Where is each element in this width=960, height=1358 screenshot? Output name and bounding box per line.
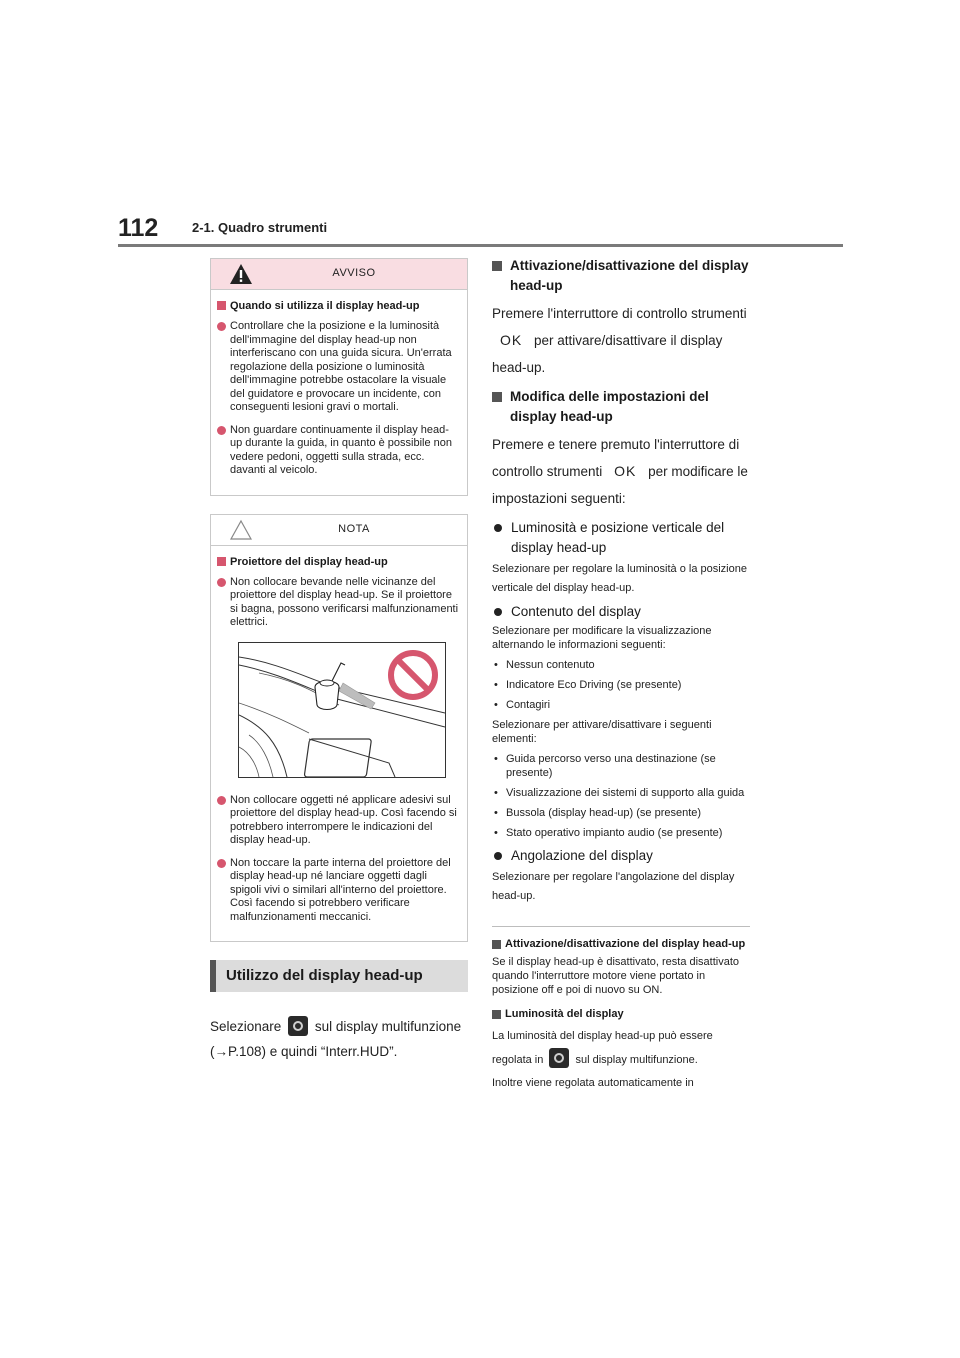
projector-illustration: [238, 642, 446, 778]
settings-text-end: per modificare le impostazioni seguenti:: [492, 464, 748, 506]
usage-banner: [210, 960, 468, 992]
toggle-text: [492, 300, 750, 381]
settings-text-start: Premere e tenere premuto l'interruttore di controllo strumenti: [492, 437, 740, 479]
warning-heading: Quando si utilizza il display head-up: [217, 299, 459, 313]
usage-text-start: Selezionare: [210, 1019, 282, 1034]
setting-description: Selezionare per attivare/disattivare i seguenti elementi:: [492, 719, 712, 745]
warning-label: AVVISO: [332, 267, 376, 279]
ok-button-symbol: OK: [500, 332, 523, 348]
setting-item-brightness: Luminosità e posizione verticale del display head-up: [492, 518, 750, 558]
settings-icon: [288, 1016, 308, 1036]
setting-description: Selezionare per modificare la visualizzazione alternando le informazioni seguenti:: [492, 625, 712, 651]
settings-icon: [549, 1048, 569, 1068]
list-item: • Guida percorso verso una destinazione (se presente): [492, 752, 750, 780]
toggle-heading: Attivazione/disattivazione del display head-up: [492, 256, 750, 296]
right-column: [492, 256, 750, 1095]
note-bullet: Non collocare bevande nelle vicinanze del proiettore del display head-up. Se il proiettore si bagna, possono verificarsi malfunzionamenti elettrici.: [217, 576, 459, 630]
setting-item-content: Contenuto del display: [492, 602, 750, 622]
usage-banner-title: Utilizzo del display head-up: [226, 967, 423, 984]
setting-description: Selezionare per regolare l'angolazione del display head-up.: [492, 871, 735, 902]
note-bullet: Non collocare oggetti né applicare adesivi sul proiettore del display head-up. Così facendo si potrebbero interrompere le indicazioni del display head-up.: [217, 794, 459, 848]
note-heading: Proiettore del display head-up: [217, 555, 459, 569]
usage-text: [210, 1014, 470, 1064]
list-item: • Stato operativo impianto audio (se presente): [492, 826, 750, 840]
list-item: • Indicatore Eco Driving (se presente): [492, 678, 750, 692]
note-text-start: La luminosità del display head-up può essere: [492, 1030, 713, 1042]
note-bullet: Non toccare la parte interna del proiettore del display head-up né lanciare oggetti dagli spigoli vivi o similari all'interno del proiettore. Così facendo si potrebbero verificare malfunzionamenti meccanici.: [217, 857, 459, 925]
note-box-header: [211, 515, 467, 546]
note-text-end: Inoltre viene regolata automaticamente in: [492, 1077, 694, 1089]
note-heading-brightness: Luminosità del display: [492, 1007, 750, 1021]
warning-bullet: Non guardare continuamente il display head-up durante la guida, in quanto è possibile non vedere pedoni, oggetti sulla strada, ecc. davanti al veicolo.: [217, 424, 459, 478]
section-title: 2-1. Quadro strumenti: [192, 220, 328, 235]
page-number: 112: [118, 214, 159, 242]
note-text: [492, 1025, 750, 1095]
warning-box-header: [211, 259, 467, 290]
divider: [492, 926, 750, 927]
setting-item-angle: Angolazione del display: [492, 846, 750, 866]
note-text: Se il display head-up è disattivato, resta disattivato quando l'interruttore motore viene portato in posizione off e poi di nuovo su ON.: [492, 956, 740, 996]
left-column: [210, 258, 470, 1064]
list-item: • Bussola (display head-up) (se presente): [492, 806, 750, 820]
settings-heading: Modifica delle impostazioni del display head-up: [492, 387, 750, 427]
settings-text: [492, 431, 750, 512]
usage-text-end: sul display multifunzione (→P.108) e quindi “Interr.HUD”.: [210, 1019, 462, 1059]
warning-bullet: Controllare che la posizione e la luminosità dell'immagine del display head-up non interferiscano con una guida sicura. Un'errata regolazione della posizione o luminosità dell'immagine potrebbe ostacolare la visuale del guidatore e provocare un incidente, con conseguenti lesioni gravi o mortali.: [217, 320, 459, 415]
header-rule: [118, 244, 843, 247]
toggle-text-start: Premere l'interruttore di controllo strumenti: [492, 306, 747, 321]
list-item: • Nessun contenuto: [492, 658, 750, 672]
note-text-mid: sul display multifunzione.: [575, 1054, 698, 1066]
note-heading-toggle: Attivazione/disattivazione del display head-up: [492, 937, 750, 951]
note-box: [210, 514, 468, 943]
dashboard-drink-illustration: [239, 643, 445, 777]
note-label: NOTA: [338, 522, 370, 535]
toggle-text-end: per attivare/disattivare il display head-up.: [492, 333, 723, 375]
list-item: • Contagiri: [492, 698, 750, 712]
warning-box: [210, 258, 468, 496]
setting-description: Selezionare per regolare la luminosità o la posizione verticale del display head-up.: [492, 563, 747, 594]
note-text-mid-start: regolata in: [492, 1054, 544, 1066]
ok-button-symbol: OK: [614, 463, 637, 479]
list-item: • Visualizzazione dei sistemi di supporto alla guida: [492, 786, 750, 800]
